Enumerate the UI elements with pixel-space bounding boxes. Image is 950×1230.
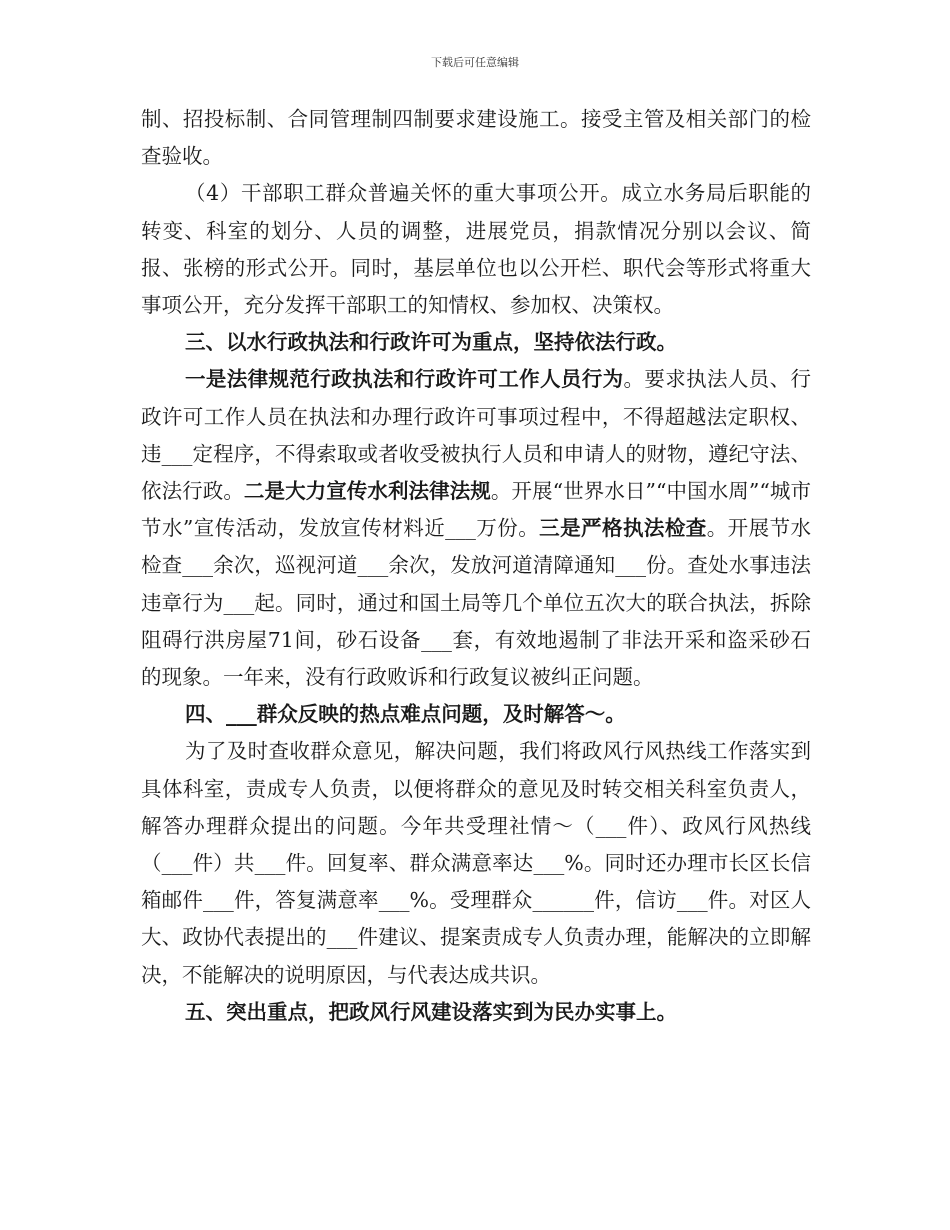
page-header: 下载后可任意编辑: [431, 56, 519, 69]
paragraph-4: 为了及时查收群众意见，解决问题，我们将政风行风热线工作落实到具体科室，责成专人负责，以便将群众的意见及时转交相关科室负责人，解答办理群众提出的问题。今年共受理社情～（___件）、政风行风热线（___件）共___件。回复率、群众满意率达___%。同时还办理市长区长信箱邮件___件，答复满意率___%。受理群众______件，信访___件。对区人大、政协代表提出的___件建议、提案责成专人负责办理，能解决的立即解决，不能解决的说明原因，与代表达成共识。: [141, 739, 811, 987]
section-heading-3: 三、以水行政执法和行政许可为重点，坚持依法行政。: [185, 330, 677, 355]
text-run-3: 。开展节水检查___余次，巡视河道___余次，发放河道清障通知___份。查处水事违法违章行为___起。同时，通过和国土局等几个单位五次大的联合执法，拆除阻碍行洪房屋71间，砂石设备___套，有效地遏制了非法开采和盗采砂石的现象。一年来，没有行政败诉和行政复议被纠正问题。: [141, 516, 812, 690]
paragraph-3: [141, 361, 811, 696]
paragraph-2: （4）干部职工群众普遍关怀的重大事项公开。成立水务局后职能的转变、科室的划分、人员的调整，进展党员，捐款情况分别以会议、简报、张榜的形式公开。同时，基层单位也以公开栏、职代会等形式将重大事项公开，充分发挥干部职工的知情权、参加权、决策权。: [141, 181, 811, 318]
bold-phrase-2: 二是大力宣传水利法律法规: [243, 479, 491, 504]
bold-phrase-1: 一是法律规范行政执法和行政许可工作人员行为: [185, 367, 624, 392]
bold-phrase-3: 三是严格执法检查: [539, 516, 707, 541]
paragraph-1: 制、招投标制、合同管理制四制要求建设施工。接受主管及相关部门的检查验收。: [141, 107, 811, 169]
text-run-2: 。开展“世界水日”“中国水周”“城市节水”宣传活动，发放宣传材料近___万份。: [141, 479, 812, 541]
document-body: [141, 101, 811, 1031]
section-heading-4: 四、___群众反映的热点难点问题，及时解答～。: [185, 702, 626, 727]
section-heading-5: 五、突出重点，把政风行风建设落实到为民办实事上。: [185, 999, 677, 1024]
text-run-1: 。要求执法人员、行政许可工作人员在执法和办理行政许可事项过程中，不得超越法定职权、违___定程序，不得索取或者收受被执行人员和申请人的财物，遵纪守法、依法行政。: [141, 367, 812, 504]
